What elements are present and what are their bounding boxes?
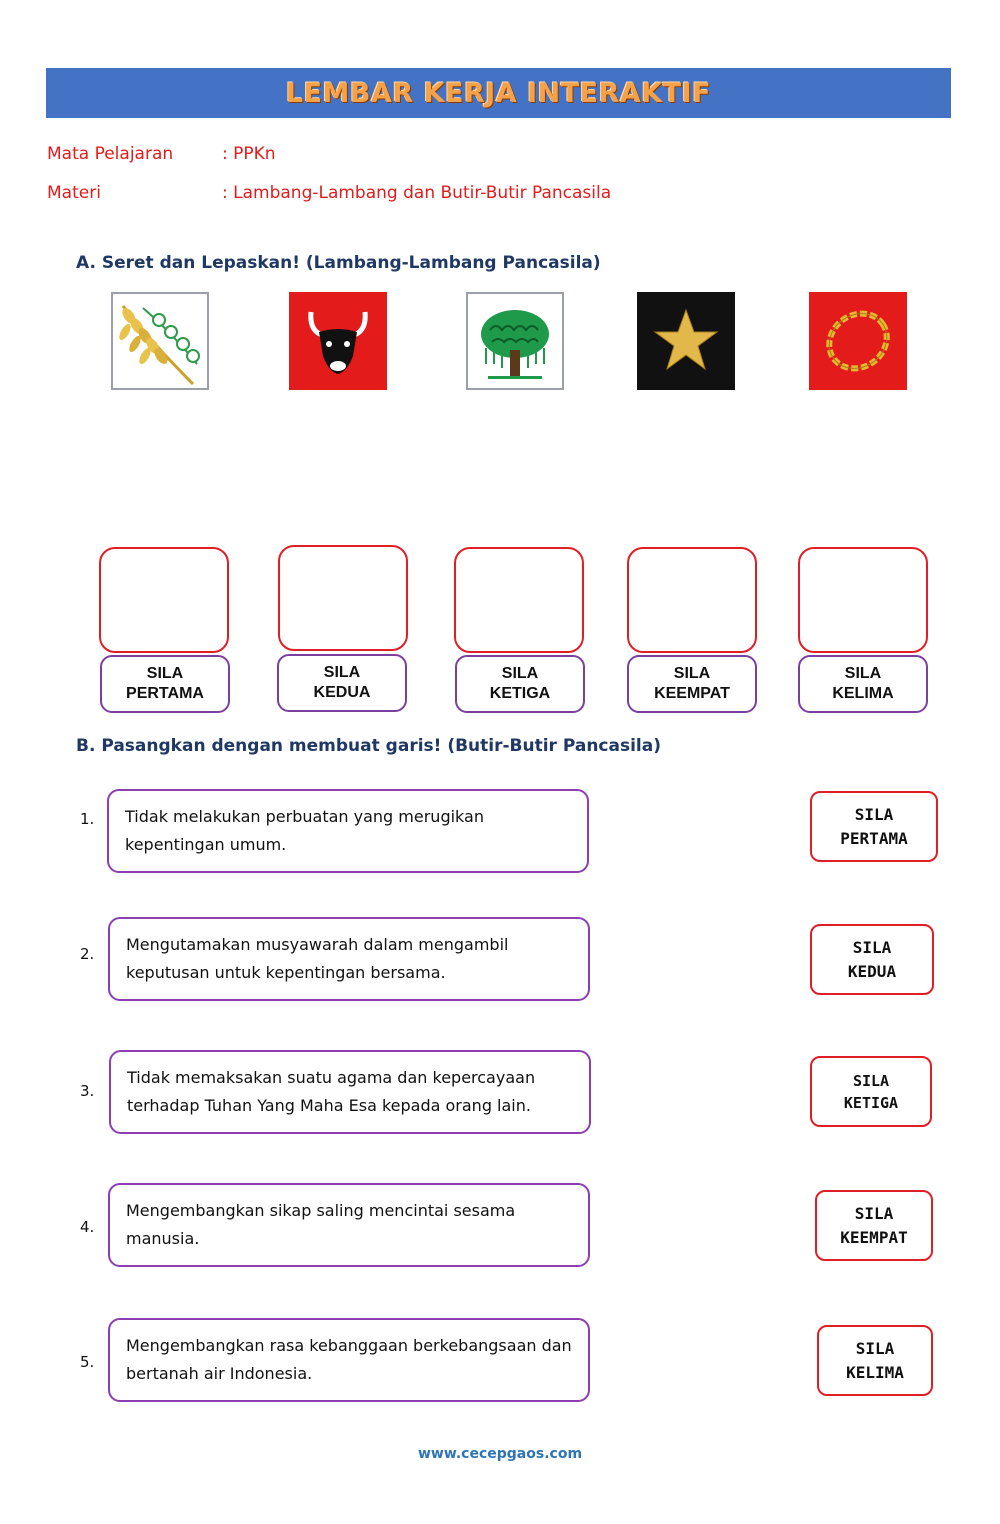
option-line2: KEDUA [847,961,897,981]
option-line2: KEEMPAT [840,1227,908,1247]
option-sila-keempat[interactable] [815,1190,933,1261]
target-label-kelima [798,655,928,713]
target-label-pertama [100,655,230,713]
subject-value: : PPKn [222,144,276,164]
statement-line: Mengembangkan rasa kebanggaan berkebangsaan dan [126,1336,572,1355]
rantai-icon[interactable] [809,292,907,390]
option-line2: KELIMA [846,1362,904,1382]
drop-target-ketiga[interactable] [454,547,584,653]
option-sila-ketiga[interactable] [810,1056,932,1127]
statement-number: 2. [80,945,95,963]
statement-line: kepentingan umum. [125,835,287,854]
target-label-kedua [277,654,407,712]
topic-value: : Lambang-Lambang dan Butir-Butir Pancasila [222,183,612,203]
target-label-line1: SILA [673,665,711,682]
padi-kapas-icon[interactable] [111,292,209,390]
kepala-banteng-icon[interactable] [289,292,387,390]
statement-line: Mengembangkan sikap saling mencintai sesama [126,1201,516,1220]
statement-line: Tidak memaksakan suatu agama dan kepercayaan [127,1068,536,1087]
statement-number: 4. [80,1218,95,1236]
page-title: LEMBAR KERJA INTERAKTIF [285,77,712,109]
target-label-line2: PERTAMA [126,685,204,702]
statement-box-5[interactable] [108,1318,590,1402]
drop-target-kelima[interactable] [798,547,928,653]
option-line1: SILA [854,1203,894,1223]
target-label-line1: SILA [323,664,361,681]
statement-box-3[interactable] [109,1050,591,1134]
statement-line: Mengutamakan musyawarah dalam mengambil [126,935,509,954]
statement-number: 5. [80,1353,95,1371]
target-label-line2: KELIMA [832,685,894,702]
statement-number: 3. [80,1082,95,1100]
option-sila-kelima[interactable] [817,1325,933,1396]
footer-url[interactable]: www.cecepgaos.com [417,1446,583,1462]
target-label-line2: KEEMPAT [654,685,730,702]
statement-line: manusia. [126,1229,200,1248]
drop-target-pertama[interactable] [99,547,229,653]
target-label-line1: SILA [146,665,184,682]
drop-target-keempat[interactable] [627,547,757,653]
target-label-line1: SILA [844,665,882,682]
bintang-icon[interactable] [637,292,735,390]
option-line1: SILA [852,1071,890,1090]
option-line2: PERTAMA [840,828,908,848]
statement-box-2[interactable] [108,917,590,1001]
option-line2: KETIGA [843,1093,899,1112]
target-label-keempat [627,655,757,713]
title-banner [46,68,951,118]
target-label-line2: KETIGA [489,685,551,702]
statement-line: keputusan untuk kepentingan bersama. [126,963,446,982]
option-sila-kedua[interactable] [810,924,934,995]
pohon-beringin-icon[interactable] [466,292,564,390]
option-line1: SILA [854,804,894,824]
target-label-ketiga [455,655,585,713]
target-label-line1: SILA [501,665,539,682]
statement-line: terhadap Tuhan Yang Maha Esa kepada orang lain. [127,1096,531,1115]
statement-line: bertanah air Indonesia. [126,1364,313,1383]
drop-target-kedua[interactable] [278,545,408,651]
option-line1: SILA [855,1338,895,1358]
option-line1: SILA [852,937,892,957]
statement-box-1[interactable] [107,789,589,873]
statement-line: Tidak melakukan perbuatan yang merugikan [125,807,484,826]
section-a-title: A. Seret dan Lepaskan! (Lambang-Lambang Pancasila) [76,253,601,273]
topic-label: Materi [47,183,101,203]
target-label-line2: KEDUA [313,684,371,701]
statement-box-4[interactable] [108,1183,590,1267]
section-b-title: B. Pasangkan dengan membuat garis! (Butir-Butir Pancasila) [76,736,661,756]
statement-number: 1. [80,810,95,828]
subject-label: Mata Pelajaran [47,144,174,164]
option-sila-pertama[interactable] [810,791,938,862]
